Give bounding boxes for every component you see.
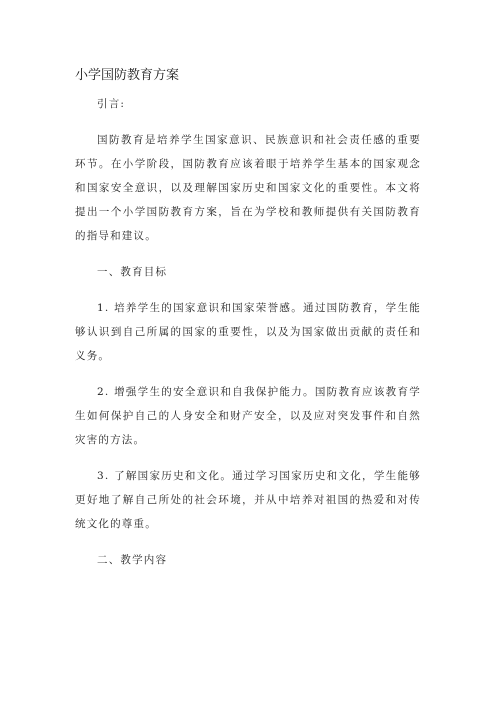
document-title: 小学国防教育方案 (75, 68, 180, 83)
section-heading-goals: 一、教育目标 (97, 266, 168, 278)
document-body (75, 92, 421, 584)
intro-label: 引言: (97, 98, 126, 110)
goal-item-3: 3. 了解国家历史和文化。通过学习国家历史和文化，学生能够更好地了解自己所处的社会环境，并从中培养对祖国的热爱和对传统文化的尊重。 (75, 470, 421, 530)
intro-paragraph: 国防教育是培养学生国家意识、民族意识和社会责任感的重要环节。在小学阶段，国防教育应该着眼于培养学生基本的国家观念和国家安全意识，以及理解国家历史和国家文化的重要性。本文将提出一个小学国防教育方案，旨在为学校和教师提供有关国防教育的指导和建议。 (75, 134, 421, 242)
goal-item-1: 1. 培养学生的国家意识和国家荣誉感。通过国防教育，学生能够认识到自己所属的国家的重要性，以及为国家做出贡献的责任和义务。 (75, 302, 421, 362)
goal-item-2: 2. 增强学生的安全意识和自我保护能力。国防教育应该教育学生如何保护自己的人身安全和财产安全，以及应对突发事件和自然灾害的方法。 (75, 386, 421, 446)
section-heading-content: 二、教学内容 (97, 554, 168, 566)
